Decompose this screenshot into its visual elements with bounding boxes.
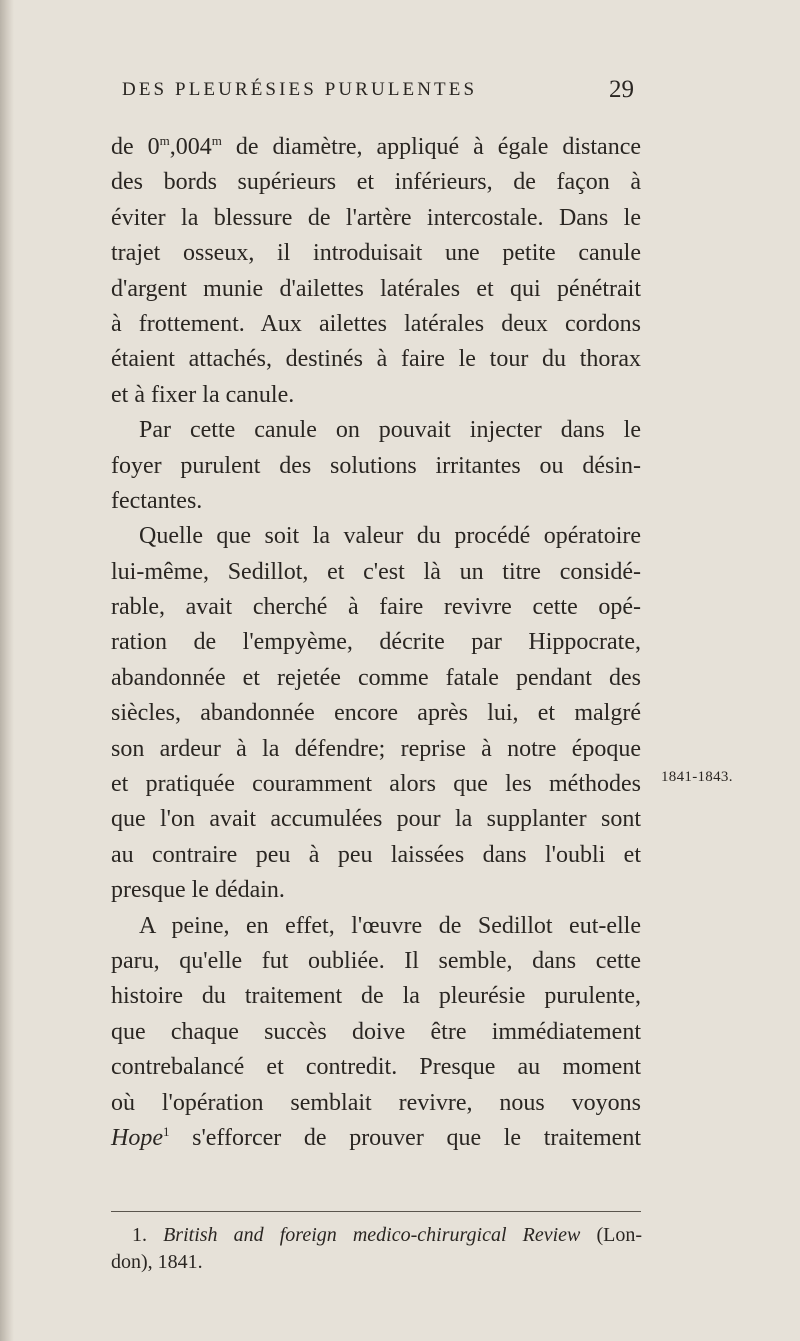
text-line: au contraire peu à peu laissées dans l'oubli et [111, 841, 641, 868]
text-line: des bords supérieurs et inférieurs, de façon à [111, 169, 641, 196]
text-line: son ardeur à la défendre; reprise à notre époque [111, 735, 641, 762]
text-line: rable, avait cherché à faire revivre cette opé- [111, 594, 641, 621]
author-name: Hope [111, 1124, 163, 1151]
text-line: ration de l'empyème, décrite par Hippocrate, [111, 629, 641, 656]
text-line: paru, qu'elle fut oubliée. Il semble, dans cette [111, 947, 641, 974]
text-line: et pratiquée couramment alors que les méthodes [111, 771, 641, 798]
footnote-ref: 1 [162, 1123, 170, 1139]
text-line: à frottement. Aux ailettes latérales deux cordons [111, 310, 641, 337]
text-line: que l'on avait accumulées pour la supplanter sont [111, 806, 641, 833]
footnote-title: British and foreign medico-chirurgical Review [163, 1224, 581, 1246]
margin-note-dates: 1841-1843. [661, 769, 733, 785]
text-line: foyer purulent des solutions irritantes ou désin- [111, 452, 641, 479]
text-line: où l'opération semblait revivre, nous voyons [111, 1089, 641, 1116]
footnote [111, 1222, 642, 1276]
footnote-line: 1. British and foreign medico-chirurgical Review (Lon- [132, 1224, 642, 1246]
page-number: 29 [609, 76, 634, 103]
text-line: Par cette canule on pouvait injecter dans le [139, 417, 641, 444]
text-line: d'argent munie d'ailettes latérales et qui pénétrait [111, 275, 641, 302]
text-line: abandonnée et rejetée comme fatale pendant des [111, 664, 641, 691]
footnote-divider [111, 1211, 641, 1212]
text-line: fectantes. [111, 487, 203, 514]
text-line: et à fixer la canule. [111, 381, 295, 408]
body-text [111, 130, 641, 1156]
footnote-number: 1. [132, 1224, 147, 1246]
text-line: presque le dédain. [111, 877, 285, 904]
text-line: lui-même, Sedillot, et c'est là un titre considé- [111, 558, 641, 585]
text-line: de 0$^m$,004$^m$ de diamètre, appliqué à égale distance [111, 133, 642, 160]
running-head: DES PLEURÉSIES PURULENTES [122, 79, 478, 100]
text-line: siècles, abandonnée encore après lui, et malgré [111, 700, 641, 727]
text-line: étaient attachés, destinés à faire le tour du thorax [111, 346, 641, 373]
text-line: A peine, en effet, l'œuvre de Sedillot eut-elle [139, 912, 641, 939]
text-line: contrebalancé et contredit. Presque au moment [111, 1054, 641, 1081]
footnote-line: don), 1841. [111, 1251, 203, 1273]
page-header [122, 76, 634, 113]
text-line: que chaque succès doive être immédiatement [111, 1018, 641, 1045]
text-line: trajet osseux, il introduisait une petite canule [111, 240, 641, 267]
text-line: éviter la blessure de l'artère intercostale. Dans le [111, 204, 641, 231]
text-line: histoire du traitement de la pleurésie purulente, [111, 983, 641, 1010]
text-line: Hope$^1$ s'efforcer de prouver que le traitement [111, 1123, 641, 1151]
text-line: Quelle que soit la valeur du procédé opératoire [139, 523, 641, 550]
page-edge-shadow [0, 0, 14, 1341]
